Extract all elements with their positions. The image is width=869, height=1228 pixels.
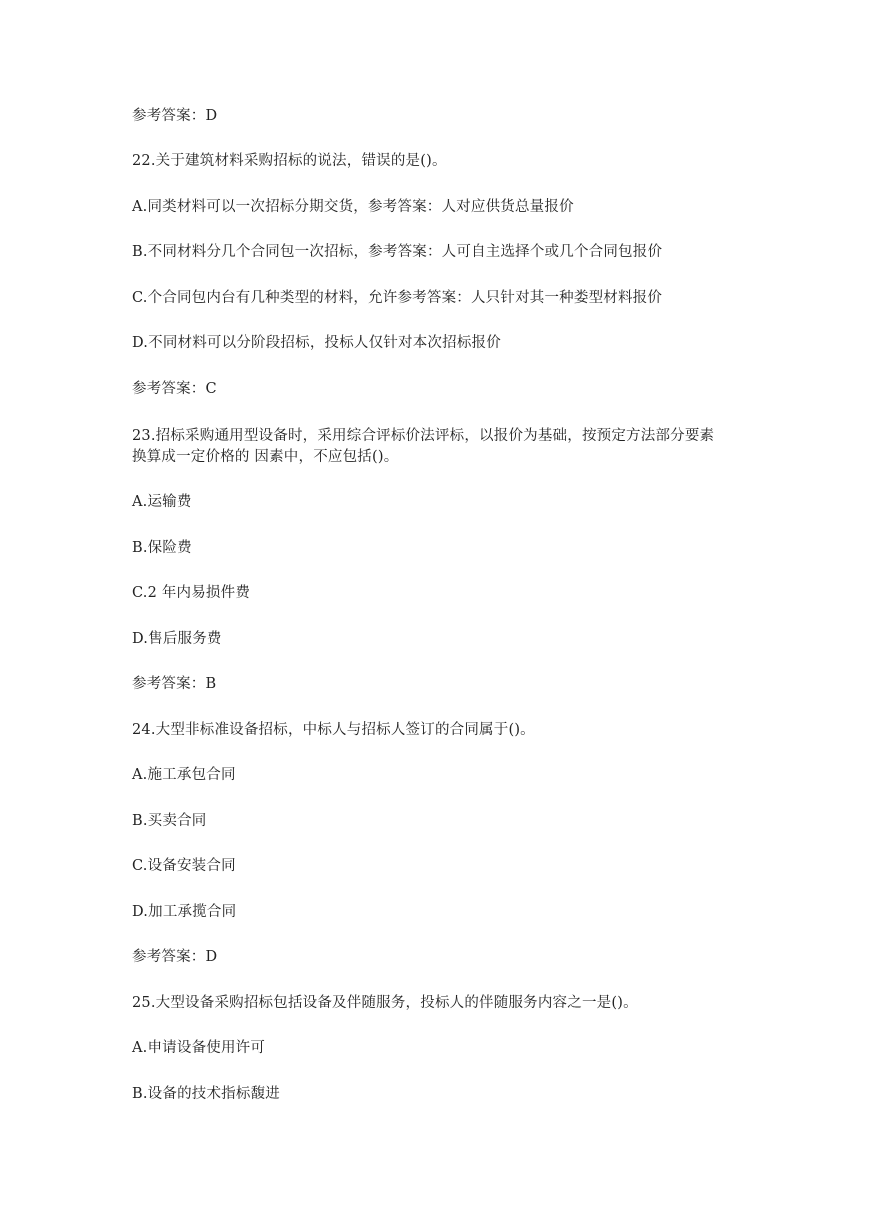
answer-line: 参考答案：D	[132, 949, 218, 965]
option-line: A.申请设备使用许可	[132, 1040, 266, 1056]
option-line: B.设备的技术指标馥进	[132, 1086, 280, 1102]
question-23-continued: 换算成一定价格的 因素中，不应包括()。	[132, 449, 399, 465]
option-line: D.不同材料可以分阶段招标，投标人仅针对本次招标报价	[132, 335, 501, 351]
answer-line: 参考答案：B	[132, 676, 217, 692]
option-line: A.施工承包合同	[132, 767, 236, 783]
option-line: D.售后服务费	[132, 631, 222, 647]
option-line: A.运输费	[132, 494, 192, 510]
question-23: 23.招标采购通用型设备时，采用综合评标价法评标，以报价为基础，按预定方法部分要素	[132, 428, 715, 444]
question-25: 25.大型设备采购招标包括设备及伴随服务，投标人的伴随服务内容之一是()。	[132, 995, 638, 1011]
question-24: 24.大型非标准设备招标，中标人与招标人签订的合同属于()。	[132, 722, 535, 738]
option-line: C.2 年内易损件费	[132, 585, 251, 601]
answer-line: 参考答案：D	[132, 108, 218, 124]
option-line: C.设备安装合同	[132, 858, 236, 874]
option-line: B.买卖合同	[132, 813, 207, 829]
option-line: B.保险费	[132, 540, 192, 556]
option-line: A.同类材料可以一次招标分期交货，参考答案：人对应供货总量报价	[132, 199, 574, 215]
option-line: C.个合同包内台有几种类型的材料，允许参考答案：人只针对其一种娄型材料报价	[132, 290, 663, 306]
option-line: D.加工承揽合同	[132, 904, 237, 920]
question-22: 22.关于建筑材料采购招标的说法，错误的是()。	[132, 153, 447, 169]
option-line: B.不同材料分几个合同包一次招标，参考答案：人可自主选择个或几个合同包报价	[132, 244, 663, 260]
answer-line: 参考答案：C	[132, 381, 217, 397]
